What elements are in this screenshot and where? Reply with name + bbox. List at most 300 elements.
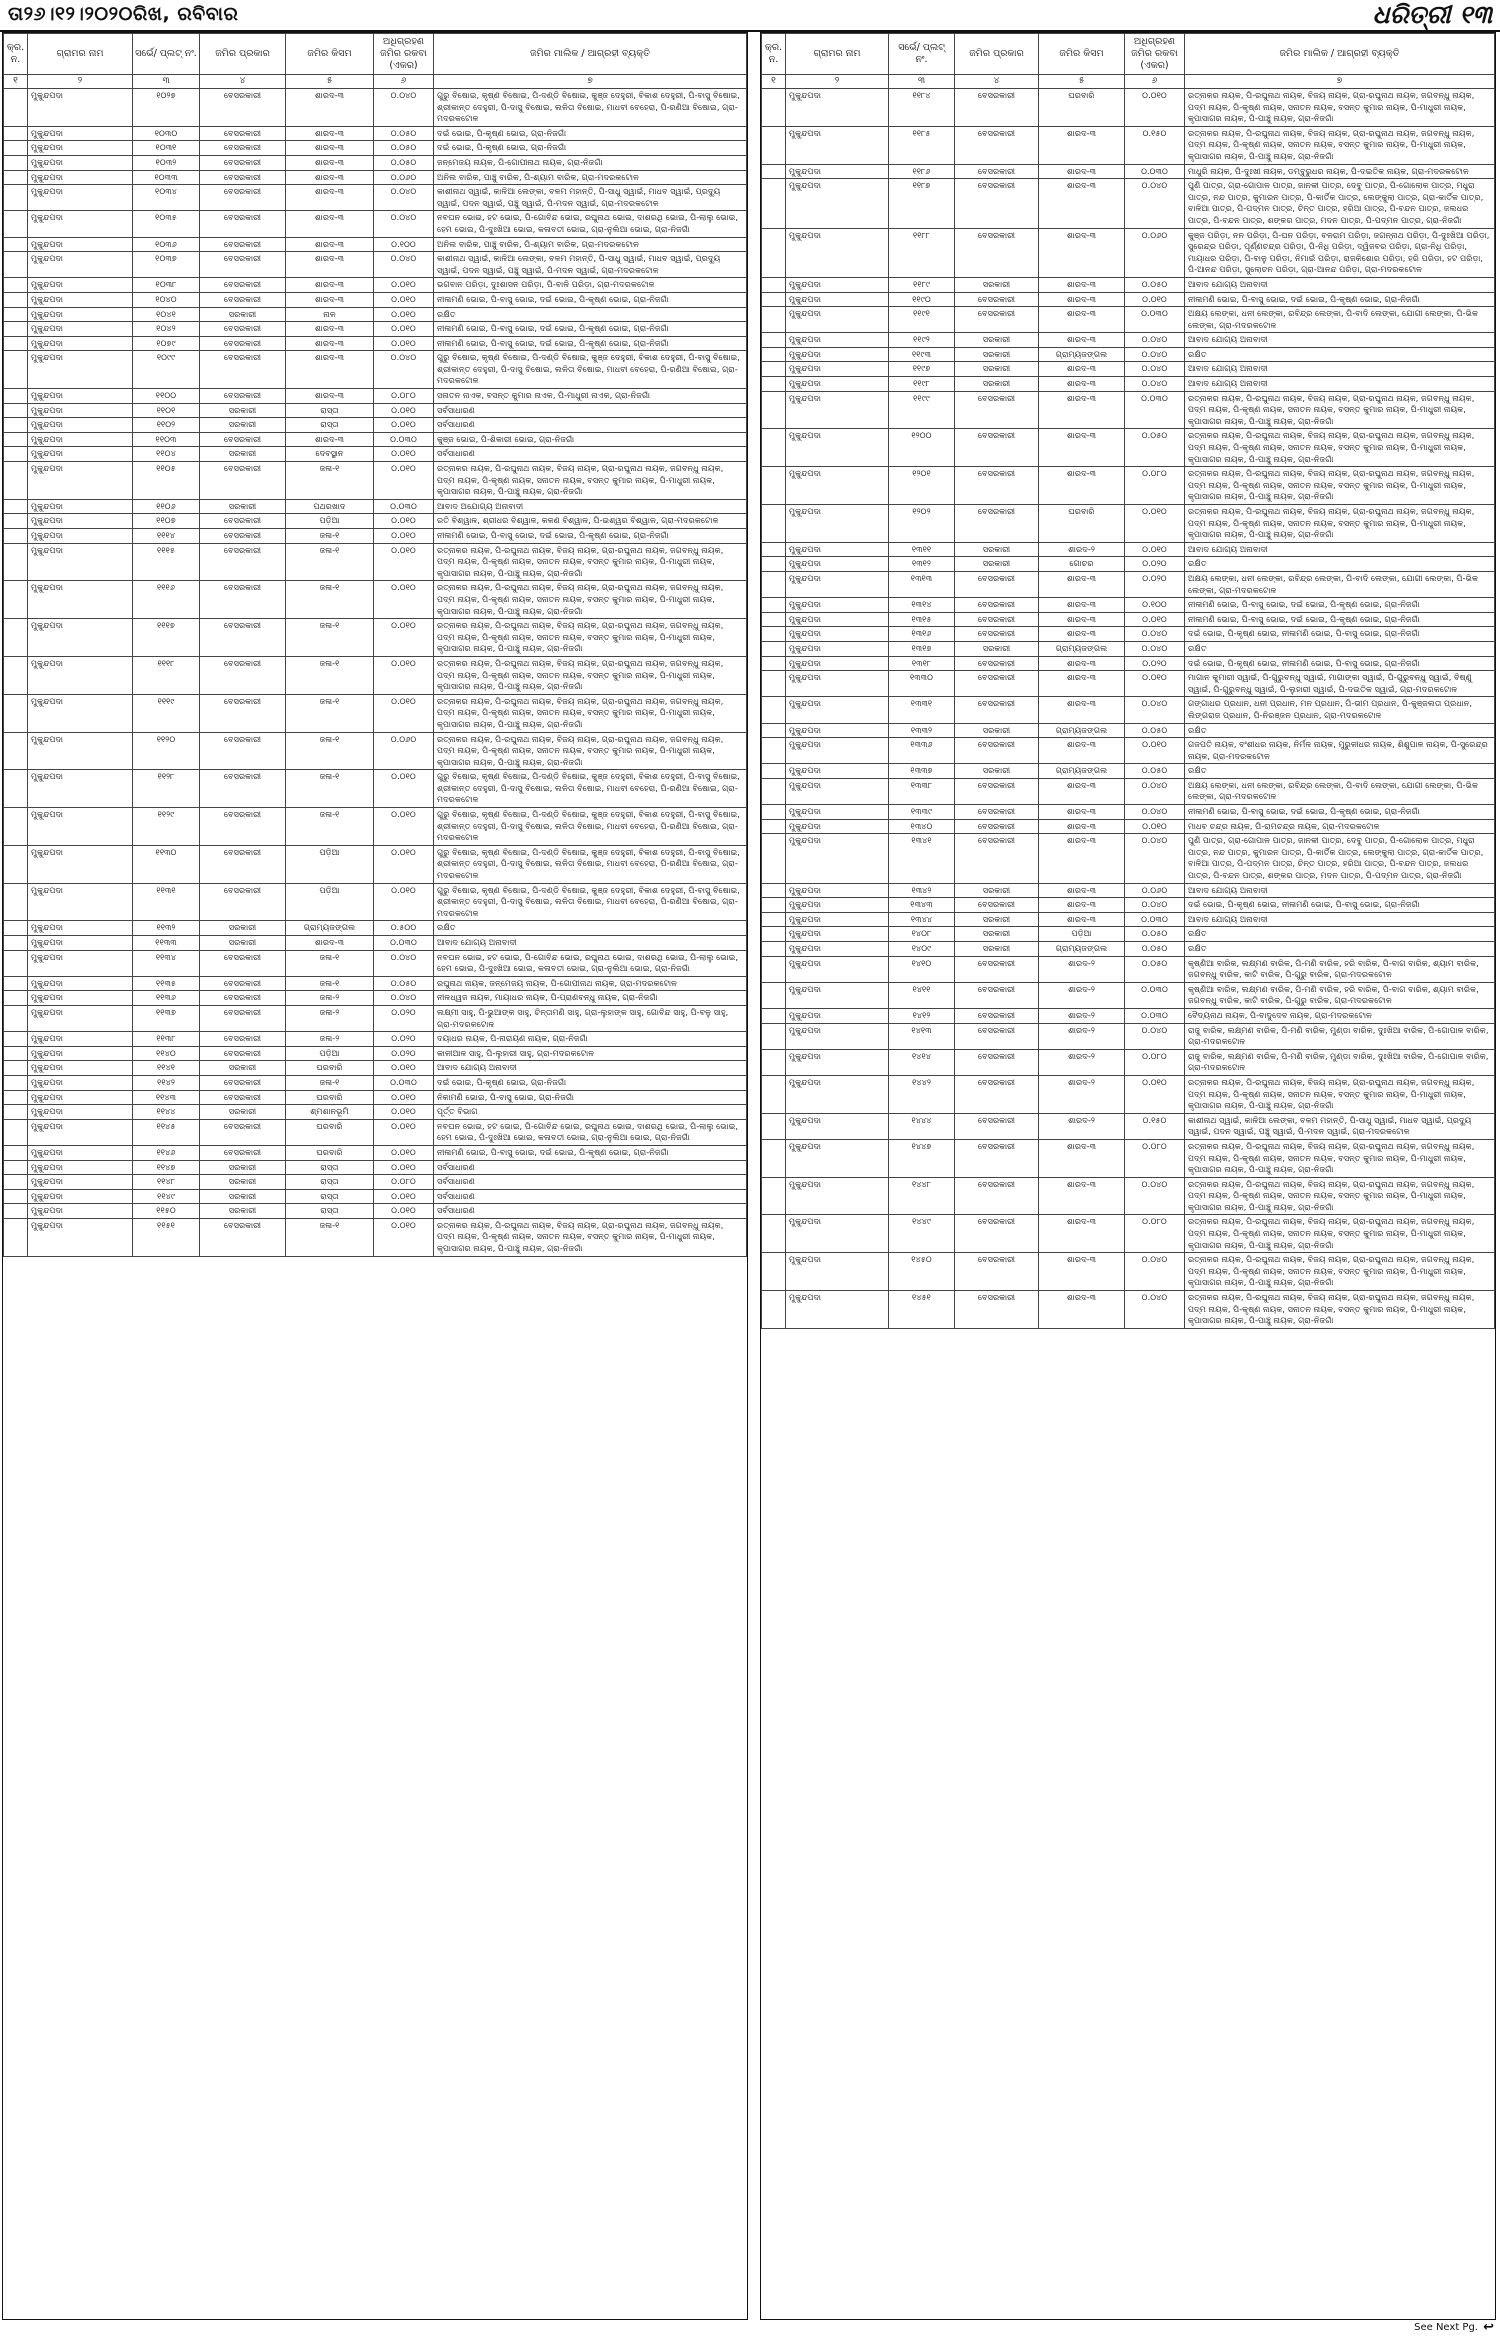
cell-sl [762,805,786,820]
cell-sl [762,1113,786,1139]
cell-kind: ଗ୍ରାମ୍ୟଜଙ୍ଗଲ [1039,764,1125,779]
cell-village: ମୁକୁନ୍ଦପଦା [28,126,133,141]
cell-type: ବେସରକାରୀ [955,671,1039,697]
table-row [4,1046,747,1061]
cell-kind: ଶାରଦ-୨ [1039,542,1125,557]
cell-village: ମୁକୁନ୍ଦପଦା [28,1160,133,1175]
cell-village: ମୁକୁନ୍ଦପଦା [786,805,889,820]
cell-type: ବେସରକାରୀ [955,982,1039,1008]
cell-kind: ଶାରଦ-୩ [1039,834,1125,883]
cell-type: ବେସରକାରୀ [200,619,286,657]
cell-village: ମୁକୁନ୍ଦପଦା [28,185,133,211]
cell-village: ମୁକୁନ୍ଦପଦା [28,991,133,1006]
col-number: ୩ [133,75,200,89]
cell-plot: ୧୧୮୭ [889,179,955,228]
table-row [762,277,1495,292]
cell-sl [762,377,786,392]
cell-type: ବେସରକାରୀ [955,307,1039,333]
cell-village: ମୁକୁନ୍ଦପଦା [28,462,133,500]
cell-plot: ୧୨୦୦ [889,429,955,467]
cell-owner: ଗୁରୁ ବିଷୋଇ, କୃଷ୍ଣ ବିଷୋଇ, ପି-ଦଣ୍ଡି ବିଷୋଇ, କୁଞ୍ଜ ଦେହୁରୀ, ବିକାଶ ଦେହୁରୀ, ପି-ବାସୁ ବିଷୋଇ, ଶ୍ରୀକାନ୍ତ ଦେହୁରୀ, ପି-ଦାସୁ ବିଷୋଇ, ଲଳିତା ବିଷୋଇ, ମାଧବୀ ବେହେରା, ପି-ରଣିଆ ବିଷୋଇ, ଗ୍ରା-ମଦରକଟୋଳ [434,883,747,921]
cell-kind: ପଡ଼ିଆ [286,1046,374,1061]
cell-sl [762,697,786,723]
cell-plot: ୧୧୧୭ [133,619,200,657]
cell-sl [4,1175,28,1190]
cell-kind: ଶାରଦ-୩ [1039,778,1125,804]
cell-plot: ୧୩୪୩ [889,898,955,913]
table-row [4,1218,747,1256]
cell-owner: ଗୁରୁ ବିଷୋଇ, କୃଷ୍ଣ ବିଷୋଇ, ପି-ଦଣ୍ଡି ବିଷୋଇ, କୁଞ୍ଜ ଦେହୁରୀ, ବିକାଶ ଦେହୁରୀ, ପି-ବାସୁ ବିଷୋଇ, ଶ୍ରୀକାନ୍ତ ଦେହୁରୀ, ପି-ଦାସୁ ବିଷୋଇ, ଲଳିତା ବିଷୋଇ, ମାଧବୀ ବେହେରା, ପି-ରଣିଆ ବିଷୋଇ, ଗ୍ରା-ମଦରକଟୋଳ [434,89,747,127]
cell-type: ବେସରକାରୀ [200,462,286,500]
cell-kind: ଜଳା-୨ [286,991,374,1006]
cell-owner: ରକ୍ଷିତ [1185,347,1495,362]
cell-owner: ନୀଳାମଣି ଭୋଇ, ପି-ବାସୁ ଭୋଇ, ଦଇଁ ଭୋଇ, ପି-କୃଷ୍ଣ ଭୋଇ, ଗ୍ରା-ନିଜଗାଁ [1185,612,1495,627]
cell-area: ୦.୦୧୦ [374,808,434,846]
cell-village: ମୁକୁନ୍ଦପଦା [786,1253,889,1291]
cell-area: ୦.୦୮୦ [1125,1139,1185,1177]
table-row [762,598,1495,613]
table-row [4,1160,747,1175]
cell-sl [762,228,786,277]
cell-owner: ରତ୍ନାକର ନାୟକ, ପି-ରଘୁନାଥ ନାୟକ, ବିଜୟ ନାୟକ, ଗ୍ରା-ରଘୁନାଥ ନାୟକ, ଜଗବନ୍ଧୁ ନାୟକ, ପଦ୍ମ ନାୟକ, ପି-କୃଷ୍ଣ ନାୟକ, ସନାତନ ନାୟକ, ବସନ୍ତ କୁମାର ନାୟକ, ପି-ମାଧୁରୀ ନାୟକ, କୃପାସାଗର ନାୟକ, ପି-ପାଞ୍ଚୁ ନାୟକ, ଗ୍ରା-ନିଜଗାଁ [434,462,747,500]
cell-area: ୦.୦୮୦ [1125,1049,1185,1075]
cell-village: ମୁକୁନ୍ଦପଦା [786,1008,889,1023]
cell-kind: ଶାରଦ-୨ [1039,1113,1125,1139]
cell-owner: ପୂର୍ତ୍ତ ବିଭାଗ [434,1105,747,1120]
cell-kind: ଶାରଦ-୩ [1039,598,1125,613]
cell-village: ମୁକୁନ୍ଦପଦା [28,432,133,447]
cell-kind: ଶାରଦ-୩ [286,89,374,127]
cell-owner: କାଶୀନାଥ ସ୍ୱାଇଁ, କାଳିଆ ଲେଙ୍କା, ବଳମ ମହାନ୍ତି, ପି-ସାଧୁ ସ୍ୱାଇଁ, ମାଧବ ସ୍ୱାଇଁ, ପ୍ରଦ୍ୟୁ ସ୍ୱାଇଁ, ପଦନ ସ୍ୱାଇଁ, ପଞ୍ଚୁ ସ୍ୱାଇଁ, ପି-ମଦନ ସ୍ୱାଇଁ, ଗ୍ରା-ମଦରକଟୋଳ [434,185,747,211]
cell-village: ମୁକୁନ୍ଦପଦା [786,505,889,543]
cell-kind: ଶାରଦ-୩ [1039,126,1125,164]
cell-area: ୦.୦୧୦ [374,1204,434,1219]
cell-owner: ରତ୍ନାକର ନାୟକ, ପି-ରଘୁନାଥ ନାୟକ, ବିଜୟ ନାୟକ, ଗ୍ରା-ରଘୁନାଥ ନାୟକ, ଜଗବନ୍ଧୁ ନାୟକ, ପଦ୍ମ ନାୟକ, ପି-କୃଷ୍ଣ ନାୟକ, ସନାତନ ନାୟକ, ବସନ୍ତ କୁମାର ନାୟକ, ପି-ମାଧୁରୀ ନାୟକ, କୃପାସାଗର ନାୟକ, ପି-ପାଞ୍ଚୁ ନାୟକ, ଗ୍ରା-ନିଜଗାଁ [434,1218,747,1256]
cell-plot: ୧୧୮୪ [889,89,955,127]
cell-type: ବେସରକାରୀ [955,956,1039,982]
cell-type: ସରକାରୀ [955,942,1039,957]
cell-area: ୦.୦୫୦ [374,141,434,156]
cell-village: ମୁକୁନ୍ଦପଦା [786,927,889,942]
table-row [762,1049,1495,1075]
cell-sl [4,1160,28,1175]
table-row [4,1175,747,1190]
cell-plot: ୧୧୯୯ [889,391,955,429]
cell-owner: ନୀଳାମଣି ଭୋଇ, ପି-ବାସୁ ଭୋଇ, ଦଇଁ ଭୋଇ, ପି-କୃଷ୍ଣ ଭୋଇ, ଗ୍ରା-ନିଜଗାଁ [1185,292,1495,307]
cell-type: ସରକାରୀ [955,557,1039,572]
table-row [4,950,747,976]
cell-area: ୦.୦୮୦ [374,1175,434,1190]
cell-sl [762,542,786,557]
cell-type: ବେସରକାରୀ [955,834,1039,883]
cell-type: ସରକାରୀ [200,921,286,936]
cell-kind: ଜଳା-୧ [286,581,374,619]
land-table-left [3,33,747,1257]
cell-plot: ୧୪୧୪ [889,1049,955,1075]
cell-area: ୦.୦୧୦ [374,1090,434,1105]
cell-sl [762,571,786,597]
cell-area: ୦.୦୪୦ [374,185,434,211]
cell-sl [4,403,28,418]
cell-plot: ୧୧୧୫ [133,543,200,581]
table-row [762,982,1495,1008]
cell-type: ବେସରକାରୀ [955,292,1039,307]
cell-area: ୦.୦୫୦ [1125,277,1185,292]
cell-owner: ଗୁରୁ ବିଷୋଇ, କୃଷ୍ଣ ବିଷୋଇ, ପି-ଦଣ୍ଡି ବିଷୋଇ, କୁଞ୍ଜ ଦେହୁରୀ, ବିକାଶ ଦେହୁରୀ, ପି-ବାସୁ ବିଷୋଇ, ଶ୍ରୀକାନ୍ତ ଦେହୁରୀ, ପି-ଦାସୁ ବିଷୋଇ, ଲଳିତା ବିଷୋଇ, ମାଧବୀ ବେହେରା, ପି-ରଣିଆ ବିଷୋଇ, ଗ୍ରା-ମଦରକଟୋଳ [434,808,747,846]
cell-kind: ଶାରଦ-୩ [1039,1291,1125,1329]
table-row [4,462,747,500]
cell-owner: ରାଜୁ ବାରିକ, ଲକ୍ଷ୍ମଣ ବାରିକ, ପି-ମଣି ବାରିକ, ମୁଣ୍ଡା ବାରିକ, ଦୁଃଖିଆ ବାରିକ, ପି-ଗୋପାଳ ବାରିକ, ଗ୍ରା-ମଦରକଟୋଳ [1185,1023,1495,1049]
cell-kind: ଘରବାରି [1039,505,1125,543]
cell-village: ମୁକୁନ୍ଦପଦା [786,1139,889,1177]
cell-sl [4,141,28,156]
table-row [4,336,747,351]
table-row [762,942,1495,957]
cell-sl [4,529,28,544]
cell-sl [4,126,28,141]
cell-owner: ସର୍ବସାଧାରଣ [434,1175,747,1190]
cell-area: ୦.୦୫୦ [374,976,434,991]
cell-village: ମୁକୁନ୍ଦପଦା [28,155,133,170]
cell-area: ୦.୦୨୦ [374,1032,434,1047]
table-row [4,1204,747,1219]
cell-sl [762,834,786,883]
cell-sl [4,581,28,619]
cell-owner: ମାଧବ ଚନ୍ଦ୍ର ନାୟକ, ପି-ରାମଚନ୍ଦ୍ର ନାୟକ, ଗ୍ରା-ମଦରକଟୋଳ [1185,819,1495,834]
cell-type: ବେସରକାରୀ [955,697,1039,723]
cell-kind: ଗ୍ରାମ୍ୟଜଙ୍ଗଲ [286,921,374,936]
page-footer [0,2320,1500,2338]
cell-plot: ୧୧୩୫ [133,976,200,991]
cell-sl [4,845,28,883]
cell-type: ବେସରକାରୀ [200,1005,286,1031]
table-row [4,389,747,404]
cell-area: ୦.୦୧୦ [374,447,434,462]
cell-area: ୦.୦୪୦ [1125,347,1185,362]
cell-owner: ଦୟାଧର ନାୟକ, ପି-ନାରାୟଣ ନାୟକ, ଗ୍ରା-ନିଜଗାଁ [434,1032,747,1047]
cell-plot: ୧୧୮୫ [889,126,955,164]
table-row [4,155,747,170]
cell-kind: ଶାରଦ-୨ [1039,1008,1125,1023]
cell-area: ୦.୦୧୦ [374,529,434,544]
cell-type: ସରକାରୀ [200,1175,286,1190]
cell-plot: ୧୧୦୩ [133,432,200,447]
table-row [4,976,747,991]
col-number: ୨ [28,75,133,89]
col-header: ଅଧିଗ୍ରହଣ ଜମିର ରକବା (ଏକର) [374,34,434,75]
cell-owner: ଅକ୍ଷୟ ଲେଙ୍କା, ଧନୀ ଲେଙ୍କା, ରବିନ୍ଦ୍ର ଲେଙ୍କା, ପି-ବାଦି ଲେଙ୍କା, ଯୋଗୀ ଲେଙ୍କା, ପି-ଭିକ ଲେଙ୍କା, ଗ୍ରା-ମଦରକଟୋଳ [1185,307,1495,333]
cell-type: ବେସରକାରୀ [200,694,286,732]
cell-area: ୦.୦୪୦ [1125,697,1185,723]
newspaper-masthead: ଧରିତ୍ରୀ ୧୩ [1372,0,1492,29]
cell-village: ମୁକୁନ୍ଦପଦା [28,543,133,581]
cell-village: ମୁକୁନ୍ଦପଦା [786,738,889,764]
cell-plot: ୧୩୩୯ [889,805,955,820]
cell-owner: ରତ୍ନାକର ନାୟକ, ପି-ରଘୁନାଥ ନାୟକ, ବିଜୟ ନାୟକ, ଗ୍ରା-ରଘୁନାଥ ନାୟକ, ଜଗବନ୍ଧୁ ନାୟକ, ପଦ୍ମ ନାୟକ, ପି-କୃଷ୍ଣ ନାୟକ, ସନାତନ ନାୟକ, ବସନ୍ତ କୁମାର ନାୟକ, ପି-ମାଧୁରୀ ନାୟକ, କୃପାସାଗର ନାୟକ, ପି-ପାଞ୍ଚୁ ନାୟକ, ଗ୍ରା-ନିଜଗାଁ [434,694,747,732]
cell-village: ମୁକୁନ୍ଦପଦା [28,1105,133,1120]
cell-village: ମୁକୁନ୍ଦପଦା [786,1023,889,1049]
table-row [762,1177,1495,1215]
table-row [4,418,747,433]
cell-kind: ଶାରଦ-୩ [286,211,374,237]
cell-area: ୦.୦୧୦ [374,278,434,293]
cell-kind: ଶାରଦ-୩ [1039,179,1125,228]
cell-area: ୦.୦୧୦ [374,845,434,883]
col-header: ଜମିର ମାଲିକ / ଆଗ୍ରହୀ ବ୍ୟକ୍ତି [434,34,747,75]
cell-sl [762,612,786,627]
cell-kind: ଜଳା-୧ [286,543,374,581]
cell-owner: ରକ୍ଷିତ [1185,723,1495,738]
cell-owner: ରତ୍ନାକର ନାୟକ, ପି-ରଘୁନାଥ ନାୟକ, ବିଜୟ ନାୟକ, ଗ୍ରା-ରଘୁନାଥ ନାୟକ, ଜଗବନ୍ଧୁ ନାୟକ, ପଦ୍ମ ନାୟକ, ପି-କୃଷ୍ଣ ନାୟକ, ସନାତନ ନାୟକ, ବସନ୍ତ କୁମାର ନାୟକ, ପି-ମାଧୁରୀ ନାୟକ, କୃପାସାଗର ନାୟକ, ପି-ପାଞ୍ଚୁ ନାୟକ, ଗ୍ରା-ନିଜଗାଁ [1185,126,1495,164]
cell-owner: ନିକାମଣି ଭୋଇ, ପି-ବାସୁ ଭୋଇ, ଗ୍ରା-ନିଜଗାଁ [434,1090,747,1105]
cell-sl [762,179,786,228]
cell-village: ମୁକୁନ୍ଦପଦା [28,732,133,770]
cell-sl [4,656,28,694]
col-number: ୬ [1125,75,1185,89]
cell-plot: ୧୧୦୨ [133,418,200,433]
cell-village: ମୁକୁନ୍ଦପଦା [786,778,889,804]
cell-kind: ଘରବାରି [286,1145,374,1160]
cell-kind: ଶାରଦ-୩ [1039,164,1125,179]
cell-owner: ପୁଣି ପାତ୍ର, ଗ୍ରା-ଗୋପାଳ ପାତ୍ର, ଜାନକୀ ପାତ୍ର, ଦେବୁ ପାତ୍ର, ପି-ଗୋଲୋକ ପାତ୍ର, ମଧୁରା ପାତ୍ର, ନନ୍ଦ ପାତ୍ର, କୁମାରନ ପାତ୍ର, ପି-କାର୍ତିକ ପାତ୍ର, ଲେଙ୍କୁଲା ପାତ୍ର, ଗ୍ରା-କାର୍ତିକ ପାତ୍ର, ବାଳିଆ ପାତ୍ର, ପି-ପଦ୍ମନ ପାତ୍ର, ଚିନ୍ତ ପାତ୍ର, ହରିଆ ପାତ୍ର, ପି-ବନ୍ଦନ ପାତ୍ର, ଜଲଧର ପାତ୍ର, ପି-ବନ୍ଦନ ପାତ୍ର, ଶଙ୍କର ପାତ୍ର, ମଦନ ପାତ୍ର, ପି-ପଦ୍ମନ ପାତ୍ର, ଗ୍ରା-ନିଜଗାଁ [1185,834,1495,883]
see-next-page-link[interactable]: See Next Pg. [1414,2322,1478,2333]
cell-kind: ଶାରଦ-୩ [1039,571,1125,597]
cell-area: ୦.୦୮୦ [1125,467,1185,505]
cell-area: ୦.୦୪୦ [1125,1291,1185,1329]
cell-plot: ୧୩୩୦ [889,671,955,697]
cell-area: ୦.୦୧୦ [374,1145,434,1160]
table-body-right [762,89,1495,1329]
cell-owner: ଦଇଁ ଭୋଇ, ପି-କୃଷ୍ଣ ଭୋଇ, ନୀଳାମଣି ଭୋଇ, ପି-ବାସୁ ଭୋଇ, ଗ୍ରା-ନିଜଗାଁ [1185,898,1495,913]
cell-village: ମୁକୁନ୍ଦପଦା [28,447,133,462]
col-header: ଜମିର କିସମ [286,34,374,75]
table-row [762,1008,1495,1023]
cell-plot: ୧୩୧୩ [889,571,955,597]
cell-area: ୦.୦୧୦ [1125,1075,1185,1113]
right-table-holder [761,33,1495,1329]
table-row [762,805,1495,820]
cell-type: ବେସରକାରୀ [955,738,1039,764]
cell-kind: ଜଳା-୧ [286,1218,374,1256]
cell-owner: ଗଜପତି ନାୟକ, ବଂଶୀଧର ନାୟକ, ନିର୍ମଳ ନାୟକ, ମୁରୁଳୀଧର ନାୟକ, ଶିଶୁପାଳ ନାୟକ, ପି-ସୁରେନ୍ଦ୍ର ନାୟକ, ଗ୍ରା-ମଦରକଟୋଳ [1185,738,1495,764]
cell-sl [762,505,786,543]
cell-owner: ସନାତନ ନାଏକ, ବସନ୍ତ କୁମାର ନାଏକ, ପି-ମାଧୁରୀ ନାଏକ, ଗ୍ରା-ନିଜଗାଁ [434,389,747,404]
cell-owner: ଆବାଦ ଯୋଗ୍ୟ ଅନାବାଦୀ [1185,362,1495,377]
cell-owner: ନୀଳାମଣି ଭୋଇ, ପି-ବାସୁ ଭୋଇ, ଦଇଁ ଭୋଇ, ପି-କୃଷ୍ଣ ଭୋଇ, ଗ୍ରା-ନିଜଗାଁ [434,336,747,351]
cell-kind: ଶାରଦ-୩ [286,322,374,337]
cell-kind: ପଡ଼ିଆ [286,514,374,529]
cell-village: ମୁକୁନ୍ଦପଦା [786,598,889,613]
cell-type: ବେସରକାରୀ [200,883,286,921]
cell-kind: ଶାରଦ-୩ [286,170,374,185]
cell-owner: ଅନିଲ ବାରିକ, ପାଞ୍ଚୁ ବାରିକ, ପି-ଶ୍ୟାମ ବାରିକ, ଗ୍ରା-ମଦରକଟୋଳ [434,170,747,185]
cell-plot: ୧୧୦୪ [133,447,200,462]
cell-plot: ୧୩୧୧ [889,542,955,557]
cell-type: ବେସରକାରୀ [200,991,286,1006]
cell-village: ମୁକୁନ୍ଦପଦା [786,347,889,362]
cell-kind: ଶାରଦ-୩ [1039,228,1125,277]
cell-sl [762,1049,786,1075]
cell-plot: ୧୧୧୮ [133,656,200,694]
col-header: ଅଧିଗ୍ରହଣ ଜମିର ରକବା (ଏକର) [1125,34,1185,75]
cell-plot: ୧୧୯୩ [889,347,955,362]
cell-village: ମୁକୁନ୍ଦପଦା [28,307,133,322]
cell-kind: ଶାରଦ-୩ [286,278,374,293]
cell-village: ମୁକୁନ୍ଦପଦା [28,1032,133,1047]
cell-sl [4,1046,28,1061]
cell-village: ମୁକୁନ୍ଦପଦା [28,1189,133,1204]
cell-kind: ଜଳା-୧ [286,1075,374,1090]
cell-area: ୦.୦୩୦ [1125,1008,1185,1023]
cell-sl [762,982,786,1008]
col-number: ୩ [889,75,955,89]
cell-area: ୦.୦୪୦ [1125,1177,1185,1215]
cell-kind: ଘରବାରି [286,1119,374,1145]
cell-type: ବେସରକାରୀ [955,1075,1039,1113]
table-row [762,697,1495,723]
cell-plot: ୧୧୪୦ [133,1046,200,1061]
cell-owner: ନୀଳାମଣି ଭୋଇ, ପି-ବାସୁ ଭୋଇ, ଦଇଁ ଭୋଇ, ପି-କୃଷ୍ଣ ଭୋଇ, ଗ୍ରା-ନିଜଗାଁ [434,1145,747,1160]
cell-type: ସରକାରୀ [955,641,1039,656]
cell-owner: ନୀଳାମଣି ଭୋଇ, ପି-ବାସୁ ଭୋଇ, ଦଇଁ ଭୋଇ, ପି-କୃଷ୍ଣ ଭୋଇ, ଗ୍ରା-ନିଜଗାଁ [434,529,747,544]
table-row [762,333,1495,348]
cell-kind: ଶାରଦ-୩ [286,351,374,389]
cell-area: ୦.୦୪୦ [374,991,434,1006]
cell-area: ୦.୦୫୦ [374,126,434,141]
cell-owner: କୃଷ୍ଣିଆ ବାରିକ, ଲକ୍ଷ୍ମଣ ବାରିକ, ପି-ମଣି ବାରିକ, ହରି ବାରିକ, ପି-ବାଗ ବାରିକ, ଶ୍ୟାମ ବାରିକ, ଜଗବନ୍ଧୁ ବାରିକ, କାଟି ବାରିକ, ପି-ଗୁରୁ ବାରିକ, ଗ୍ରା-ମଦରକଟୋଳ [1185,956,1495,982]
cell-sl [4,1145,28,1160]
cell-kind: ଘରବାରି [1039,89,1125,127]
cell-sl [762,1023,786,1049]
cell-type: ବେସରକାରୀ [200,126,286,141]
cell-sl [762,277,786,292]
cell-area: ୦.୦୧୦ [1125,819,1185,834]
cell-sl [4,336,28,351]
cell-sl [4,770,28,808]
cell-plot: ୧୦୩୭ [133,252,200,278]
cell-area: ୦.୦୧୦ [374,1189,434,1204]
cell-plot: ୧୩୧୭ [889,641,955,656]
col-header: ଜମିର କିସମ [1039,34,1125,75]
cell-owner: ରତ୍ନାକର ନାୟକ, ପି-ରଘୁନାଥ ନାୟକ, ବିଜୟ ନାୟକ, ଗ୍ରା-ରଘୁନାଥ ନାୟକ, ଜଗବନ୍ଧୁ ନାୟକ, ପଦ୍ମ ନାୟକ, ପି-କୃଷ୍ଣ ନାୟକ, ସନାତନ ନାୟକ, ବସନ୍ତ କୁମାର ନାୟକ, ପି-ମାଧୁରୀ ନାୟକ, କୃପାସାଗର ନାୟକ, ପି-ପାଞ୍ଚୁ ନାୟକ, ଗ୍ରା-ନିଜଗାଁ [1185,89,1495,127]
table-row [4,619,747,657]
cell-area: ୦.୦୩୦ [1125,164,1185,179]
cell-village: ମୁକୁନ୍ଦପଦା [28,389,133,404]
cell-area: ୦.୦୬୦ [374,732,434,770]
cell-village: ମୁକୁନ୍ଦପଦା [28,1204,133,1219]
table-row [762,292,1495,307]
cell-area: ୦.୧୫୦ [1125,126,1185,164]
cell-area: ୦.୦୪୦ [374,950,434,976]
cell-sl [4,514,28,529]
cell-sl [762,641,786,656]
cell-owner: ନବଘନ ଭୋଇ, ହଟ ଭୋଇ, ପି-ଗୋବିନ୍ଦ ଭୋଇ, ରଘୁନାଥ ଭୋଇ, ଦାଶରଥି ଭୋଇ, ପି-ଲାଲୁ ଭୋଇ, ହେମ ଭୋଇ, ପି-ଦୁଃଖିଆ ଭୋଇ, କଳାବତୀ ଭୋଇ, ଗ୍ରା-ନୁଲିଆ ଭୋଇ, ଗ୍ରା-ନିଜଗାଁ [434,1119,747,1145]
cell-owner: ଅନିଲ ବାରିକ, ପାଞ୍ଚୁ ବାରିକ, ପି-ଶ୍ୟାମ ବାରିକ, ଗ୍ରା-ମଦରକଟୋଳ [434,237,747,252]
cell-plot: ୧୩୧୮ [889,656,955,671]
cell-sl [4,1090,28,1105]
cell-kind: ପଡ଼ିଆ [286,845,374,883]
cell-type: ବେସରକାରୀ [200,237,286,252]
cell-kind: ଶାରଦ-୩ [286,252,374,278]
cell-sl [4,1189,28,1204]
cell-village: ମୁକୁନ୍ଦପଦା [28,883,133,921]
cell-owner: ରକ୍ଷିତ [1185,641,1495,656]
table-row [4,770,747,808]
cell-village: ମୁକୁନ୍ଦପଦା [786,228,889,277]
cell-sl [762,671,786,697]
cell-sl [4,1119,28,1145]
cell-area: ୦.୦୫୦ [1125,429,1185,467]
cell-plot: ୧୦୯୯ [133,351,200,389]
cell-area: ୦.୦୧୦ [1125,612,1185,627]
table-row [762,1075,1495,1113]
cell-owner: ଦଇଁ ଭୋଇ, ପି-କୃଷ୍ଣ ଭୋଇ, ଗ୍ରା-ନିଜଗାଁ [434,141,747,156]
cell-owner: ରଘୁନାଥ ନାୟକ, ଜନ୍ମେଜୟ ନାୟକ, ପି-ଗୋପୀନାଥ ନାୟକ, ଗ୍ରା-ମଦରକଟୋଳ [434,976,747,991]
cell-kind: ଶାରଦ-୩ [286,155,374,170]
cell-area: ୦.୦୪୦ [1125,362,1185,377]
cell-sl [4,389,28,404]
table-row [4,883,747,921]
cell-sl [4,351,28,389]
cell-village: ମୁକୁନ୍ଦପଦା [28,237,133,252]
table-row [762,671,1495,697]
cell-area: ୦.୦୧୦ [374,619,434,657]
cell-owner: ସର୍ବସାଧାରଣ [434,418,747,433]
cell-area: ୦.୦୫୦ [1125,942,1185,957]
cell-area: ୦.୫୦୦ [374,921,434,936]
cell-owner: କାଶୀନାଥ ସ୍ୱାଇଁ, କାଳିଆ ଲେଙ୍କା, ବଳମ ମହାନ୍ତି, ପି-ସାଧୁ ସ୍ୱାଇଁ, ମାଧବ ସ୍ୱାଇଁ, ପ୍ରଦ୍ୟୁ ସ୍ୱାଇଁ, ପଦନ ସ୍ୱାଇଁ, ପଞ୍ଚୁ ସ୍ୱାଇଁ, ପି-ମଦନ ସ୍ୱାଇଁ, ଗ୍ରା-ମଦରକଟୋଳ [434,252,747,278]
cell-sl [762,1253,786,1291]
table-row [762,571,1495,597]
cell-kind: ନାଳ [286,307,374,322]
cell-village: ମୁକୁନ୍ଦପଦା [28,529,133,544]
cell-owner: ରତ୍ନାକର ନାୟକ, ପି-ରଘୁନାଥ ନାୟକ, ବିଜୟ ନାୟକ, ଗ୍ରା-ରଘୁନାଥ ନାୟକ, ଜଗବନ୍ଧୁ ନାୟକ, ପଦ୍ମ ନାୟକ, ପି-କୃଷ୍ଣ ନାୟକ, ସନାତନ ନାୟକ, ବସନ୍ତ କୁମାର ନାୟକ, ପି-ମାଧୁରୀ ନାୟକ, କୃପାସାଗର ନାୟକ, ପି-ପାଞ୍ଚୁ ନାୟକ, ଗ୍ରା-ନିଜଗାଁ [1185,505,1495,543]
cell-area: ୦.୦୫୦ [1125,723,1185,738]
cell-kind: ଶାରଦ-୩ [1039,805,1125,820]
table-row [4,126,747,141]
cell-type: ସରକାରୀ [955,542,1039,557]
cell-sl [4,1105,28,1120]
table-row [762,764,1495,779]
cell-plot: ୧୦୩୪ [133,185,200,211]
cell-type: ବେସରକାରୀ [955,598,1039,613]
cell-sl [4,170,28,185]
cell-kind: ଶାରଦ-୩ [1039,1215,1125,1253]
cell-kind: ଶାରଦ-୩ [1039,277,1125,292]
cell-area: ୦.୦୧୦ [374,336,434,351]
cell-kind: ଗ୍ରାମ୍ୟଜଙ୍ଗଲ [1039,723,1125,738]
col-header: ସର୍ଭେ/ ପ୍ଲଟ୍ ନଂ. [889,34,955,75]
cell-kind: ପଥରଖାଦ [286,499,374,514]
table-head [4,34,747,89]
cell-village: ମୁକୁନ୍ଦପଦା [786,542,889,557]
cell-kind: ଶାରଦ-୨ [1039,956,1125,982]
cell-village: ମୁକୁନ୍ଦପଦା [28,1046,133,1061]
cell-owner: ସର୍ବସାଧାରଣ [434,1160,747,1175]
cell-kind: ଶାରଦ-୩ [286,141,374,156]
cell-village: ମୁକୁନ୍ଦପଦା [28,252,133,278]
cell-plot: ୧୧୨୮ [133,770,200,808]
table-row [4,936,747,951]
table-row [762,1113,1495,1139]
cell-area: ୦.୦୧୦ [374,307,434,322]
cell-type: ସରକାରୀ [955,927,1039,942]
cell-owner: ଆବାଦ ଯୋଗ୍ୟ ଅନାବାଦୀ [1185,333,1495,348]
cell-area: ୦.୦୧୦ [1125,292,1185,307]
cell-sl [4,185,28,211]
cell-village: ମୁକୁନ୍ଦପଦା [786,179,889,228]
cell-owner: ଦଇଁ ଭୋଇ, ପି-କୃଷ୍ଣ ଭୋଇ, ନୀଳାମଣି ଭୋଇ, ପି-ବାସୁ ଭୋଇ, ଗ୍ରା-ନିଜଗାଁ [1185,627,1495,642]
